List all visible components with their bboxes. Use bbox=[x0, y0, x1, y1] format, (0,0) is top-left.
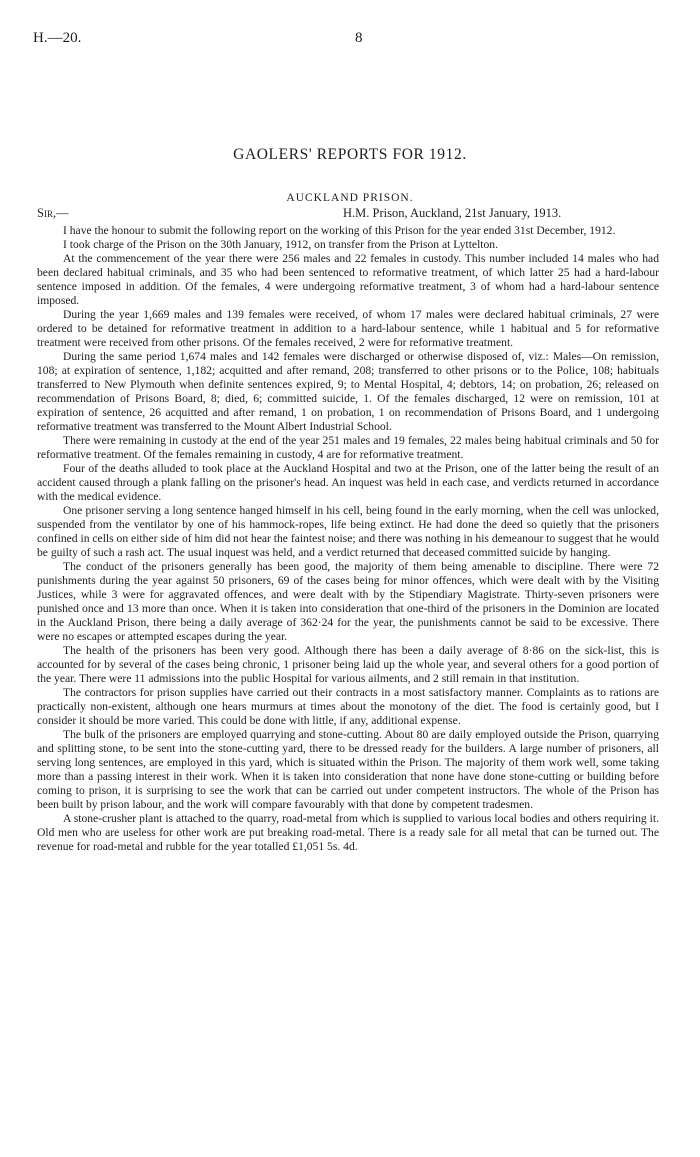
paragraph: The contractors for prison supplies have carried out their contracts in a most satisfactory manner. Complaints as to rations are practically non-existent, although one hears murmurs at times about the monotony of the diet. The food is certainly good, but I consider it should be more varied. This could be done with little, if any, additional expense. bbox=[37, 686, 659, 727]
letter-head bbox=[37, 206, 659, 224]
paragraph: I have the honour to submit the following report on the working of this Prison for the year ended 31st December, 1912. bbox=[63, 224, 616, 237]
report-title: GAOLERS' REPORTS FOR 1912. bbox=[233, 146, 467, 163]
paragraph: There were remaining in custody at the end of the year 251 males and 19 females, 22 males being habitual criminals and 50 for reformative treatment. Of the females remaining in custody, 4 are for reformative treatment. bbox=[37, 434, 659, 461]
paragraph: The health of the prisoners has been very good. Although there has been a daily average of 8·86 on the sick-list, this is accounted for by several of the cases being chronic, 1 prisoner being laid up the whole year, and several others for a good portion of the year. There were 11 admissions into the public Hospital for various ailments, and 2 still remain in that institution. bbox=[37, 644, 659, 685]
paragraph: The conduct of the prisoners generally has been good, the majority of them being amenable to discipline. There were 72 punishments during the year against 50 prisoners, 69 of the cases being for minor offences, which were dealt with by the Visiting Justices, while 3 were for aggravated offences, and were dealt with by the Stipendiary Magistrate. Thirty-seven prisoners were punished once and 13 more than once. When it is taken into consideration that one-third of the prisoners in the Dominion are located in the Auckland Prison, there being a daily average of 362·24 for the year, the punishments cannot be said to be excessive. There were no escapes or attempted escapes during the year. bbox=[37, 560, 659, 643]
paragraph: At the commencement of the year there were 256 males and 22 females in custody. This number included 14 males who had been declared habitual criminals, and 35 who had been sentenced to reformative treatment, of which latter 25 had a hard-labour sentence imposed in addition. Of the females, 4 were undergoing reformative treatment, 3 of whom had a hard-labour sentence imposed. bbox=[37, 252, 659, 307]
paragraph: One prisoner serving a long sentence hanged himself in his cell, being found in the early morning, when the cell was unlocked, suspended from the ventilator by one of his hammock-ropes, life being extinct. He had done the deed so quietly that the prisoners confined in cells on either side of him did not hear the faintest noise; and there was nothing in his demeanour to suggest that he would be guilty of such a rash act. The usual inquest was held, and a verdict returned that deceased committed suicide by hanging. bbox=[37, 504, 659, 559]
report-body bbox=[37, 224, 659, 854]
salutation: Sir,— bbox=[37, 206, 69, 220]
paragraph: During the same period 1,674 males and 142 females were discharged or otherwise disposed of, viz.: Males—On remission, 108; at expiration of sentence, 1,182; acquitted and after remand, 208; transferred to other prisons or to the Police, 108; habituals transferred to New Plymouth when definite sentences expired, 9; to Mental Hospital, 4; debtors, 14; on probation, 26; released on recommendation of Prisons Board, 8; died, 6; committed suicide, 1. Of the females discharged, 12 were on remission, 101 at expiration of sentence, 26 acquitted and after remand, 1 on probation, 1 on recommendation of Prisons Board, and 1 undergoing reformative treatment was transferred to the Mount Albert Industrial School. bbox=[37, 350, 659, 433]
paragraph: During the year 1,669 males and 139 females were received, of whom 17 males were declared habitual criminals, 27 were ordered to be detained for reformative treatment in addition to a hard-labour sentence, while 1 habitual and 5 for reformative treatment were received from other prisons. Of the females received, 2 were for reformative treatment. bbox=[37, 308, 659, 349]
document-reference: H.—20. bbox=[33, 30, 82, 46]
paragraph: I took charge of the Prison on the 30th January, 1912, on transfer from the Prison at Lyttelton. bbox=[63, 238, 499, 251]
paragraph: The bulk of the prisoners are employed quarrying and stone-cutting. About 80 are daily employed outside the Prison, quarrying and splitting stone, to be sent into the stone-cutting yard, there to be dressed ready for the builders. A large number of prisoners, all serving long sentences, are employed in this yard, which is situated within the Prison. The majority of them work well, some taking more than a passing interest in their work. When it is taken into consideration that none have done stone-cutting or building before coming to prison, it is surprising to see the work that can be carried out under competent instructors. The whole of the Prison has been built by prison labour, and the work will compare favourably with that done by competent tradesmen. bbox=[37, 728, 659, 811]
section-title: AUCKLAND PRISON. bbox=[286, 192, 414, 204]
paragraph: A stone-crusher plant is attached to the quarry, road-metal from which is supplied to various local bodies and others requiring it. Old men who are useless for other work are put breaking road-metal. There is a ready sale for all metal that can be turned out. The revenue for road-metal and rubble for the year totalled £1,051 5s. 4d. bbox=[37, 812, 659, 853]
letter-address-date: H.M. Prison, Auckland, 21st January, 1913. bbox=[343, 206, 562, 220]
page-number: 8 bbox=[355, 30, 363, 46]
page-header bbox=[33, 30, 667, 54]
paragraph: Four of the deaths alluded to took place at the Auckland Hospital and two at the Prison, one of the latter being the result of an accident caused through a plank falling on the prisoner's head. An inquest was held in each case, and verdicts returned in accordance with the medical evidence. bbox=[37, 462, 659, 503]
